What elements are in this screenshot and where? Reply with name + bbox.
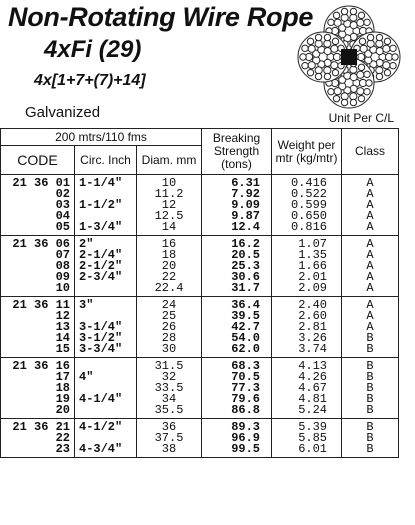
circ-cell: 2" (75, 236, 137, 251)
diam-cell: 36 (137, 419, 202, 434)
weight-cell: 4.26 (272, 372, 342, 383)
breaking-strength-cell: 9.09 (202, 200, 272, 211)
table-row (1, 444, 399, 458)
weight-cell: 6.01 (272, 444, 342, 458)
breaking-strength-cell: 86.8 (202, 405, 272, 419)
code-cell: 21 36 11 (1, 297, 75, 312)
code-cell: 21 36 06 (1, 236, 75, 251)
class-cell: A (342, 200, 399, 211)
class-cell: A (342, 283, 399, 297)
code-cell: 04 (1, 211, 75, 222)
weight-cell: 1.07 (272, 236, 342, 251)
diam-cell: 38 (137, 444, 202, 458)
class-cell: B (342, 333, 399, 344)
weight-cell: 3.74 (272, 344, 342, 358)
weight-cell: 5.85 (272, 433, 342, 444)
breaking-strength-cell: 54.0 (202, 333, 272, 344)
table-row (1, 344, 399, 358)
diam-cell: 20 (137, 261, 202, 272)
class-cell: A (342, 311, 399, 322)
weight-cell: 4.81 (272, 394, 342, 405)
diam-cell: 10 (137, 175, 202, 190)
breaking-strength-cell: 6.31 (202, 175, 272, 190)
table-body (1, 175, 399, 458)
diam-cell: 28 (137, 333, 202, 344)
breaking-strength-cell: 7.92 (202, 189, 272, 200)
diam-cell: 37.5 (137, 433, 202, 444)
table-row (1, 405, 399, 419)
class-cell: A (342, 250, 399, 261)
class-cell: B (342, 419, 399, 434)
weight-cell: 0.650 (272, 211, 342, 222)
diam-cell: 30 (137, 344, 202, 358)
class-cell: A (342, 175, 399, 190)
code-cell: 21 36 01 (1, 175, 75, 190)
length-span-header: 200 mtrs/110 fms (1, 129, 202, 146)
diam-cell: 34 (137, 394, 202, 405)
code-cell: 21 36 21 (1, 419, 75, 434)
code-cell: 05 (1, 222, 75, 236)
code-cell: 07 (1, 250, 75, 261)
circ-cell: 1-3/4" (75, 222, 137, 236)
class-cell: A (342, 222, 399, 236)
code-cell: 19 (1, 394, 75, 405)
circ-cell (75, 283, 137, 297)
table-row (1, 222, 399, 236)
col-weight: Weight per mtr (kg/mtr) (272, 129, 342, 175)
diam-cell: 12.5 (137, 211, 202, 222)
code-cell: 20 (1, 405, 75, 419)
class-cell: B (342, 372, 399, 383)
rope-construction: 4x[1+7+(7)+14] (34, 72, 146, 89)
weight-cell: 2.09 (272, 283, 342, 297)
code-cell: 15 (1, 344, 75, 358)
weight-cell: 0.599 (272, 200, 342, 211)
class-cell: B (342, 358, 399, 373)
weight-cell: 1.35 (272, 250, 342, 261)
diam-cell: 31.5 (137, 358, 202, 373)
circ-cell: 2-3/4" (75, 272, 137, 283)
circ-cell (75, 405, 137, 419)
weight-cell: 2.81 (272, 322, 342, 333)
diam-cell: 33.5 (137, 383, 202, 394)
weight-cell: 0.522 (272, 189, 342, 200)
circ-cell: 1-1/2" (75, 200, 137, 211)
class-cell: B (342, 405, 399, 419)
code-cell: 13 (1, 322, 75, 333)
breaking-strength-cell: 30.6 (202, 272, 272, 283)
diam-cell: 11.2 (137, 189, 202, 200)
diam-cell: 26 (137, 322, 202, 333)
breaking-strength-cell: 70.5 (202, 372, 272, 383)
unit-note: Unit Per C/L (328, 111, 394, 125)
class-cell: B (342, 433, 399, 444)
breaking-strength-cell: 36.4 (202, 297, 272, 312)
weight-cell: 5.39 (272, 419, 342, 434)
breaking-strength-cell: 31.7 (202, 283, 272, 297)
code-cell: 03 (1, 200, 75, 211)
product-subtitle: 4xFi (29) (44, 36, 142, 63)
breaking-strength-cell: 62.0 (202, 344, 272, 358)
circ-cell: 3" (75, 297, 137, 312)
circ-cell: 4-3/4" (75, 444, 137, 458)
col-breaking-strength: Breaking Strength (tons) (202, 129, 272, 175)
diam-cell: 35.5 (137, 405, 202, 419)
breaking-strength-cell: 20.5 (202, 250, 272, 261)
class-cell: B (342, 394, 399, 405)
circ-cell: 4-1/4" (75, 394, 137, 405)
weight-cell: 1.66 (272, 261, 342, 272)
breaking-strength-cell: 99.5 (202, 444, 272, 458)
circ-cell: 2-1/4" (75, 250, 137, 261)
weight-cell: 5.24 (272, 405, 342, 419)
circ-cell: 4" (75, 372, 137, 383)
code-cell: 10 (1, 283, 75, 297)
circ-cell: 4-1/2" (75, 419, 137, 434)
col-code: CODE (1, 146, 75, 175)
diam-cell: 12 (137, 200, 202, 211)
class-cell: B (342, 444, 399, 458)
breaking-strength-cell: 89.3 (202, 419, 272, 434)
class-cell: A (342, 261, 399, 272)
breaking-strength-cell: 25.3 (202, 261, 272, 272)
weight-cell: 4.13 (272, 358, 342, 373)
finish-label: Galvanized (25, 104, 101, 121)
code-cell: 14 (1, 333, 75, 344)
circ-cell: 3-1/4" (75, 322, 137, 333)
breaking-strength-cell: 68.3 (202, 358, 272, 373)
breaking-strength-cell: 96.9 (202, 433, 272, 444)
diam-cell: 25 (137, 311, 202, 322)
diam-cell: 22.4 (137, 283, 202, 297)
class-cell: A (342, 189, 399, 200)
col-class: Class (342, 129, 399, 175)
breaking-strength-cell: 39.5 (202, 311, 272, 322)
diam-cell: 32 (137, 372, 202, 383)
diam-cell: 18 (137, 250, 202, 261)
breaking-strength-cell: 12.4 (202, 222, 272, 236)
code-cell: 18 (1, 383, 75, 394)
breaking-strength-cell: 9.87 (202, 211, 272, 222)
class-cell: A (342, 211, 399, 222)
weight-cell: 3.26 (272, 333, 342, 344)
page-title: Non-Rotating Wire Rope (8, 2, 314, 32)
breaking-strength-cell: 16.2 (202, 236, 272, 251)
code-cell: 12 (1, 311, 75, 322)
breaking-strength-cell: 77.3 (202, 383, 272, 394)
spec-table (0, 128, 398, 458)
circ-cell: 1-1/4" (75, 175, 137, 190)
weight-cell: 2.40 (272, 297, 342, 312)
weight-cell: 2.60 (272, 311, 342, 322)
circ-cell: 3-3/4" (75, 344, 137, 358)
code-cell: 23 (1, 444, 75, 458)
diam-cell: 22 (137, 272, 202, 283)
code-cell: 22 (1, 433, 75, 444)
code-cell: 08 (1, 261, 75, 272)
diam-cell: 24 (137, 297, 202, 312)
class-cell: A (342, 272, 399, 283)
class-cell: A (342, 297, 399, 312)
weight-cell: 4.67 (272, 383, 342, 394)
weight-cell: 0.416 (272, 175, 342, 190)
code-cell: 09 (1, 272, 75, 283)
circ-cell: 2-1/2" (75, 261, 137, 272)
class-cell: A (342, 236, 399, 251)
diam-cell: 14 (137, 222, 202, 236)
breaking-strength-cell: 79.6 (202, 394, 272, 405)
class-cell: B (342, 383, 399, 394)
class-cell: A (342, 322, 399, 333)
code-cell: 17 (1, 372, 75, 383)
class-cell: B (342, 344, 399, 358)
weight-cell: 2.01 (272, 272, 342, 283)
col-diam: Diam. mm (137, 146, 202, 175)
diam-cell: 16 (137, 236, 202, 251)
code-cell: 02 (1, 189, 75, 200)
col-circ: Circ. Inch (75, 146, 137, 175)
weight-cell: 0.816 (272, 222, 342, 236)
circ-cell: 3-1/2" (75, 333, 137, 344)
wire-rope-cross-section-icon (296, 4, 402, 110)
breaking-strength-cell: 42.7 (202, 322, 272, 333)
code-cell: 21 36 16 (1, 358, 75, 373)
table-row (1, 283, 399, 297)
